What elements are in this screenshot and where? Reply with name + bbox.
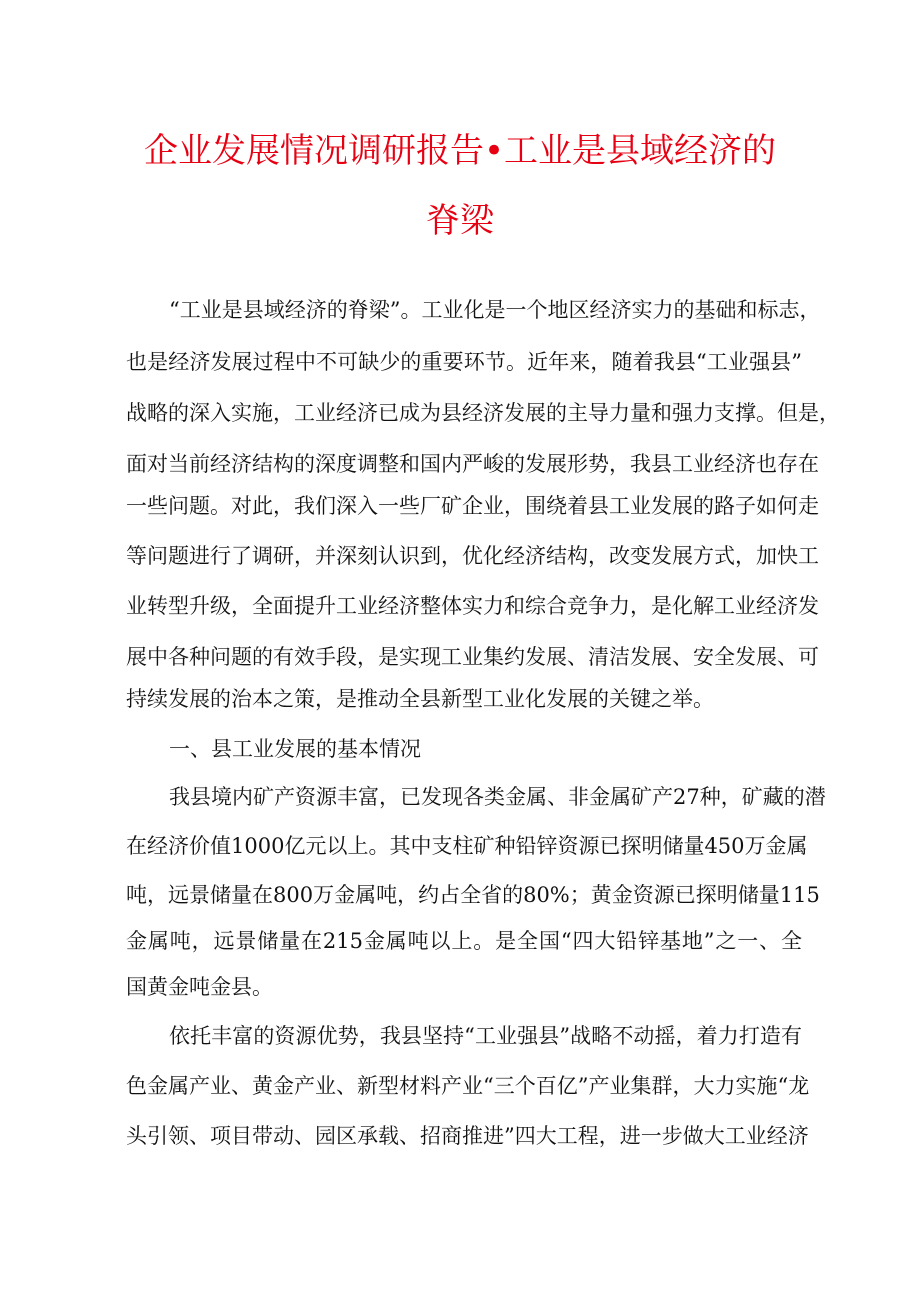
document-title-line-2: 脊梁 — [426, 201, 494, 241]
paragraph-2-line: 吨，远景储量在800万金属吨，约占全省的80%；黄金资源已探明储量115 — [126, 883, 820, 907]
document-title-line-1: 企业发展情况调研报告•工业是县域经济的 — [143, 131, 777, 171]
paragraph-3-line: 色金属产业、黄金产业、新型材料产业“三个百亿”产业集群，大力实施“龙 — [126, 1074, 810, 1098]
paragraph-1-line: 一些问题。对此，我们深入一些厂矿企业，围绕着县工业发展的路子如何走 — [126, 494, 819, 518]
paragraph-1-line: 面对当前经济结构的深度调整和国内严峻的发展形势，我县工业经济也存在 — [126, 452, 819, 476]
paragraph-1-line: 等问题进行了调研，并深刻认识到，优化经济结构，改变发展方式，加快工 — [126, 544, 819, 568]
paragraph-1-line: “工业是县域经济的脊梁”。工业化是一个地区经济实力的基础和标志， — [169, 298, 821, 322]
paragraph-2-line: 在经济价值1000亿元以上。其中支柱矿种铅锌资源已探明储量450万金属 — [126, 834, 808, 858]
paragraph-1-line: 持续发展的治本之策，是推动全县新型工业化发展的关键之举。 — [126, 687, 714, 711]
paragraph-1-line: 也是经济发展过程中不可缺少的重要环节。近年来，随着我县“工业强县” — [126, 350, 802, 374]
paragraph-1-line: 展中各种问题的有效手段，是实现工业集约发展、清洁发展、安全发展、可 — [126, 645, 819, 669]
paragraph-3-line: 依托丰富的资源优势，我县坚持“工业强县”战略不动摇，着力打造有 — [169, 1024, 802, 1048]
section-1-heading: 一、县工业发展的基本情况 — [169, 737, 421, 761]
paragraph-1-line: 业转型升级，全面提升工业经济整体实力和综合竞争力，是化解工业经济发 — [126, 594, 819, 618]
paragraph-2-line: 我县境内矿产资源丰富，已发现各类金属、非金属矿产27种，矿藏的潜 — [169, 785, 826, 809]
paragraph-1-line: 战略的深入实施，工业经济已成为县经济发展的主导力量和强力支撑。但是， — [126, 401, 840, 425]
paragraph-3-line: 头引领、项目带动、园区承载、招商推进”四大工程，进一步做大工业经济 — [126, 1124, 809, 1148]
paragraph-2-line: 国黄金吨金县。 — [126, 975, 273, 999]
paragraph-2-line: 金属吨，远景储量在215金属吨以上。是全国“四大铅锌基地”之一、全 — [126, 929, 802, 953]
